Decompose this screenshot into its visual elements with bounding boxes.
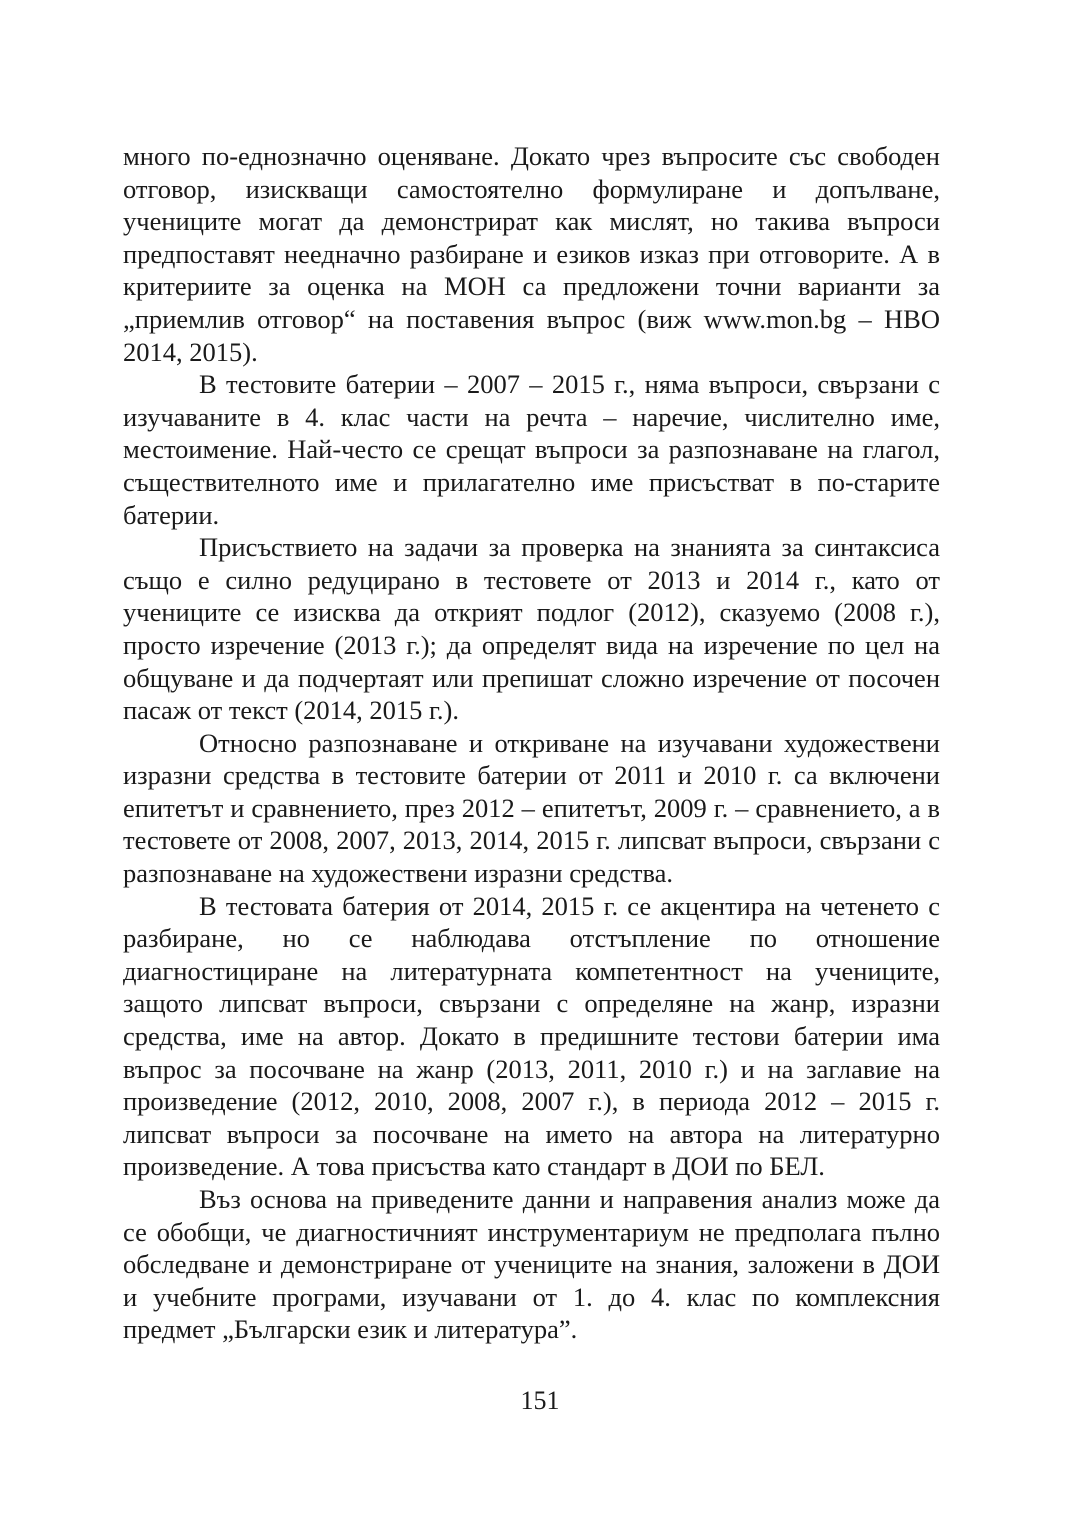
- paragraph-continuation: много по-еднозначно оценяване. Докато чрез въпросите със свободен отговор, изискващи самостоятелно формулиране и допълване, учениците могат да демонстрират как мислят, но такива въпроси предпоставят неедначно разбиране и езиков изказ при отговорите. А в критериите за оценка на МОН са предложени точни варианти за „приемлив отговор“ на поставения въпрос (виж www.mon.bg – НВО 2014, 2015).: [123, 141, 940, 367]
- page-number: 151: [520, 1386, 560, 1415]
- paragraph-conclusion: Въз основа на приведените данни и направения анализ може да се обобщи, че диагностичният инструментариум не предполага пълно обследване и демонстриране от учениците на знания, заложени в ДОИ и учебните програми, изучавани от 1. до 4. клас по комплексния предмет „Български език и литература”.: [123, 1184, 940, 1345]
- paragraph-test-batteries: В тестовите батерии – 2007 – 2015 г., няма въпроси, свързани с изучаваните в 4. клас части на речта – наречие, числително име, местоимение. Най-често се срещат въпроси за разпознаване на глагол, съществителното име и прилагателно име присъстват в по-старите батерии.: [123, 369, 940, 530]
- paragraph-reading-comprehension: В тестовата батерия от 2014, 2015 г. се акцентира на четенето с разбиране, но се наблюдава отстъпление по отношение диагностициране на литературната компетентност на учениците, защото липсват въпроси, свързани с определяне на жанр, изразни средства, име на автор. Докато в предишните тестови батерии има въпрос за посочване на жанр (2013, 2011, 2010 г.) и на заглавие на произведение (2012, 2010, 2008, 2007 г.), в периода 2012 – 2015 г. липсват въпроси за посочване на името на автора на литературно произведение. А това присъства като стандарт в ДОИ по БЕЛ.: [123, 890, 940, 1182]
- page-body: [123, 140, 940, 1346]
- paragraph-syntax: Присъствието на задачи за проверка на знанията за синтаксиса също е силно редуцирано в тестовете от 2013 и 2014 г., като от учениците се изисква да открият подлог (2012), сказуемо (2008 г.), просто изречение (2013 г.); да определят вида на изречение по цел на общуване и да подчертаят или препишат сложно изречение от посочен пасаж от текст (2014, 2015 г.).: [123, 532, 940, 726]
- paragraph-literary-devices: Относно разпознаване и откриване на изучавани художествени изразни средства в тестовите батерии от 2011 и 2010 г. са включени епитетът и сравнението, през 2012 – епитетът, 2009 г. – сравнението, а в тестовете от 2008, 2007, 2013, 2014, 2015 г. липсват въпроси, свързани с разпознаване на художествени изразни средства.: [123, 727, 940, 889]
